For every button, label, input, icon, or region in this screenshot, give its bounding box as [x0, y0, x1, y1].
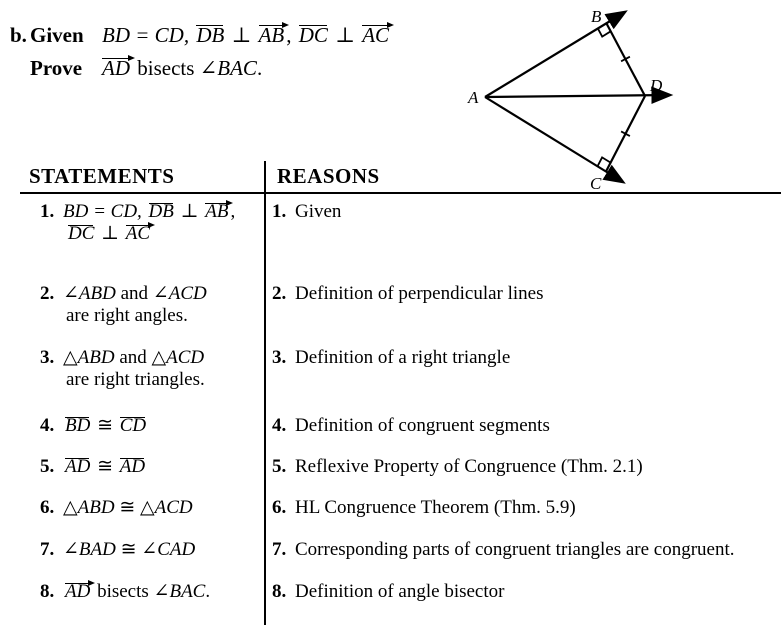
math-text: ≅ [92, 415, 118, 436]
math-text: ABD [77, 347, 115, 368]
math-text: ACD [168, 283, 207, 304]
statement-math [63, 456, 147, 477]
statement-math [63, 497, 193, 518]
statement-line [66, 369, 260, 390]
statement-cell [40, 415, 260, 436]
math-text: , [230, 201, 236, 222]
statement-line [66, 305, 260, 326]
prove-label: Prove [30, 56, 83, 80]
reason-number: 6. [272, 497, 287, 518]
statement-line [40, 456, 260, 477]
math-text: △ [139, 497, 155, 518]
math-text: bisects [132, 56, 200, 80]
ray-notation: AD [102, 56, 130, 80]
overline-segment: DC [298, 23, 328, 47]
math-text: BAC [217, 56, 257, 80]
ray-notation: AB [258, 23, 285, 47]
statement-line [40, 539, 260, 560]
statement-line [40, 347, 260, 368]
vertex-label-B: B [591, 7, 602, 26]
reason-number: 3. [272, 347, 287, 368]
reason-cell [272, 201, 777, 223]
math-text: ⊥ [226, 23, 257, 47]
math-text: ∠ [63, 539, 79, 560]
statement-line [40, 201, 260, 222]
math-text: ⊥ [175, 201, 204, 222]
given-label: Given [30, 23, 84, 47]
math-text: ≅ [114, 497, 140, 518]
vertex-label-C: C [590, 174, 602, 193]
overline-segment: DC [68, 223, 95, 244]
statement-number: 5. [40, 456, 55, 477]
statement-number: 3. [40, 347, 55, 368]
math-text: ≅ [115, 539, 142, 560]
math-text: and [115, 283, 153, 304]
math-text: ACD [166, 347, 205, 368]
reason-text: Definition of angle bisector [295, 581, 505, 602]
statement-math [63, 415, 148, 436]
statement-cell [40, 581, 260, 602]
statement-math [63, 201, 235, 222]
statement-line [40, 283, 260, 304]
overline-segment: AD [65, 456, 91, 477]
math-text: ∠ [153, 581, 170, 602]
reason-cell [272, 347, 777, 369]
reasons-header: REASONS [277, 164, 380, 188]
statement-math [63, 539, 195, 560]
reason-cell [272, 283, 777, 305]
reason-cell [272, 539, 777, 561]
statement-line [40, 581, 260, 602]
math-text: ∠ [141, 539, 158, 560]
math-text: bisects [92, 581, 154, 602]
math-text: ⊥ [96, 223, 124, 244]
math-text: are right triangles. [66, 369, 205, 390]
statement-cell [40, 539, 260, 560]
reason-cell [272, 581, 777, 603]
reason-text: Definition of perpendicular lines [295, 283, 544, 304]
statement-cell [40, 283, 260, 326]
math-text: BD = CD, [102, 23, 190, 47]
statement-line [66, 223, 260, 244]
vertex-label-D: D [650, 76, 663, 95]
statement-number: 6. [40, 497, 55, 518]
math-text: . [205, 581, 211, 602]
reason-number: 7. [272, 539, 287, 560]
ray-notation: AC [362, 23, 390, 47]
statement-line [40, 415, 260, 436]
statement-number: 2. [40, 283, 55, 304]
reason-text: Corresponding parts of congruent triangles are congruent. [295, 539, 735, 560]
math-text: BD = CD, [63, 201, 147, 222]
statement-math [63, 581, 210, 602]
statement-math [63, 347, 204, 368]
statement-number: 7. [40, 539, 55, 560]
statements-header: STATEMENTS [29, 164, 175, 188]
math-text: ∠ [63, 283, 79, 304]
overline-segment: AD [119, 456, 146, 477]
math-text: . [256, 56, 263, 80]
math-text: are right angles. [66, 305, 188, 326]
math-text: CAD [157, 539, 196, 560]
reason-number: 5. [272, 456, 287, 477]
reason-cell [272, 497, 777, 519]
statement-number: 4. [40, 415, 55, 436]
statement-math [63, 283, 207, 304]
item-label: b. [10, 23, 27, 47]
reason-text: HL Congruence Theorem (Thm. 5.9) [295, 497, 576, 518]
math-text: ⊥ [329, 23, 361, 47]
ray-notation: AB [205, 201, 229, 222]
math-text: ABD [78, 283, 116, 304]
reason-number: 4. [272, 415, 287, 436]
statement-number: 1. [40, 201, 55, 222]
reason-number: 1. [272, 201, 287, 222]
reason-text: Definition of congruent segments [295, 415, 550, 436]
overline-segment: DB [148, 201, 174, 222]
overline-segment: BD [65, 415, 91, 436]
vertex-label-A: A [468, 88, 479, 107]
overline-segment: DB [196, 23, 225, 47]
ray-notation: AC [125, 223, 151, 244]
statement-number: 8. [40, 581, 55, 602]
math-text: △ [151, 347, 167, 368]
reason-cell [272, 415, 777, 437]
math-text: △ [63, 347, 78, 368]
statement-line [40, 497, 260, 518]
math-text: ACD [154, 497, 193, 518]
reason-number: 2. [272, 283, 287, 304]
math-text: ABD [77, 497, 115, 518]
overline-segment: CD [119, 415, 147, 436]
math-text: and [114, 347, 152, 368]
reason-text: Given [295, 201, 342, 222]
math-text: ≅ [92, 456, 118, 477]
statement-cell [40, 347, 260, 390]
reason-cell [272, 456, 777, 478]
ray-notation: AD [65, 581, 91, 602]
math-text: ∠ [199, 56, 218, 80]
statement-cell [40, 497, 260, 518]
math-text: ∠ [152, 283, 169, 304]
statement-cell [40, 456, 260, 477]
statement-cell [40, 201, 260, 244]
reason-text: Definition of a right triangle [295, 347, 511, 368]
math-text: BAC [169, 581, 206, 602]
reason-text: Reflexive Property of Congruence (Thm. 2.1) [295, 456, 643, 477]
math-text: △ [63, 497, 78, 518]
reason-number: 8. [272, 581, 287, 602]
math-text: BAD [78, 539, 116, 560]
math-text: , [286, 23, 297, 47]
